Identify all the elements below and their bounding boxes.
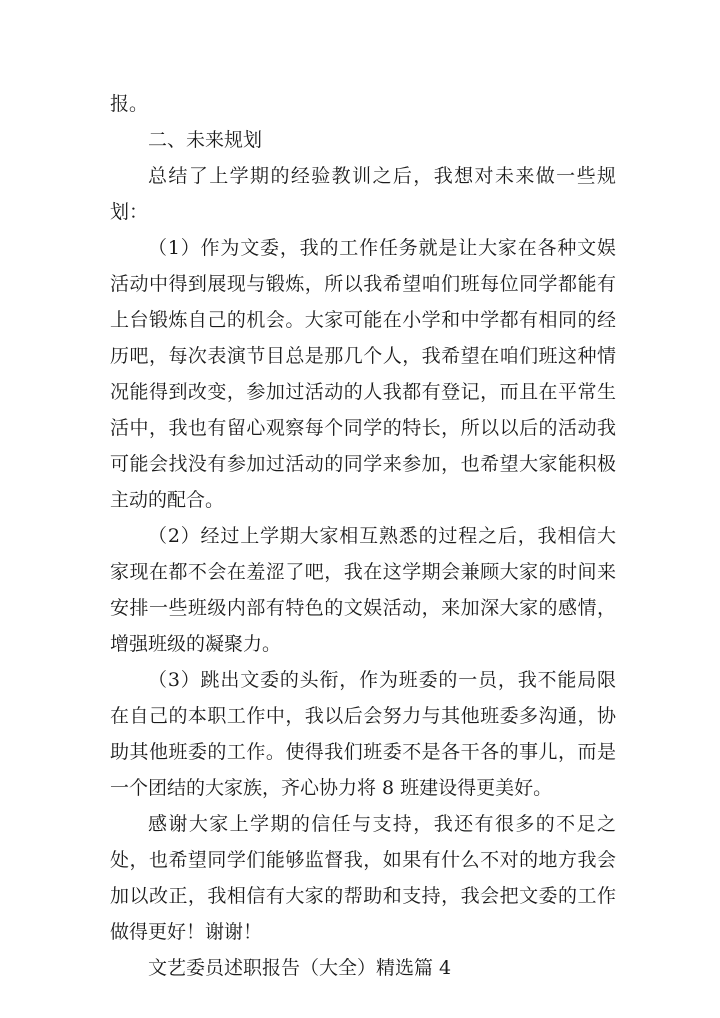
plan-item-2: （2）经过上学期大家相互熟悉的过程之后，我相信大家现在都不会在羞涩了吧，我在这学期会兼顾大家的时间来安排一些班级内部有特色的文娱活动，来加深大家的感情，增强班级的凝聚力。 bbox=[110, 525, 616, 655]
next-section-title: 文艺委员述职报告（大全）精选篇 4 bbox=[148, 957, 452, 979]
plan-item-1: （1）作为文委，我的工作任务就是让大家在各种文娱活动中得到展现与锻炼，所以我希望咱们班每位同学都能有上台锻炼自己的机会。大家可能在小学和中学都有相同的经历吧，每次表演节目总是那几个人，我希望在咱们班这种情况能得到改变，参加过活动的人我都有登记，而且在平常生活中，我也有留心观察每个同学的特长，所以以后的活动我可能会找没有参加过活动的同学来参加，也希望大家能积极主动的配合。 bbox=[110, 237, 616, 511]
plan-item-3: （3）跳出文委的头衔，作为班委的一员，我不能局限在自己的本职工作中，我以后会努力与其他班委多沟通，协助其他班委的工作。使得我们班委不是各干各的事儿，而是一个团结的大家族，齐心协力将 8 班建设得更美好。 bbox=[110, 669, 616, 799]
document-body bbox=[110, 86, 616, 986]
paragraph-fragment: 报。 bbox=[110, 93, 149, 115]
section-heading: 二、未来规划 bbox=[148, 129, 263, 151]
closing-paragraph: 感谢大家上学期的信任与支持，我还有很多的不足之处，也希望同学们能够监督我，如果有什么不对的地方我会加以改正，我相信有大家的帮助和支持，我会把文委的工作做得更好！谢谢！ bbox=[110, 813, 616, 943]
intro-paragraph: 总结了上学期的经验教训之后，我想对未来做一些规划： bbox=[110, 165, 616, 223]
